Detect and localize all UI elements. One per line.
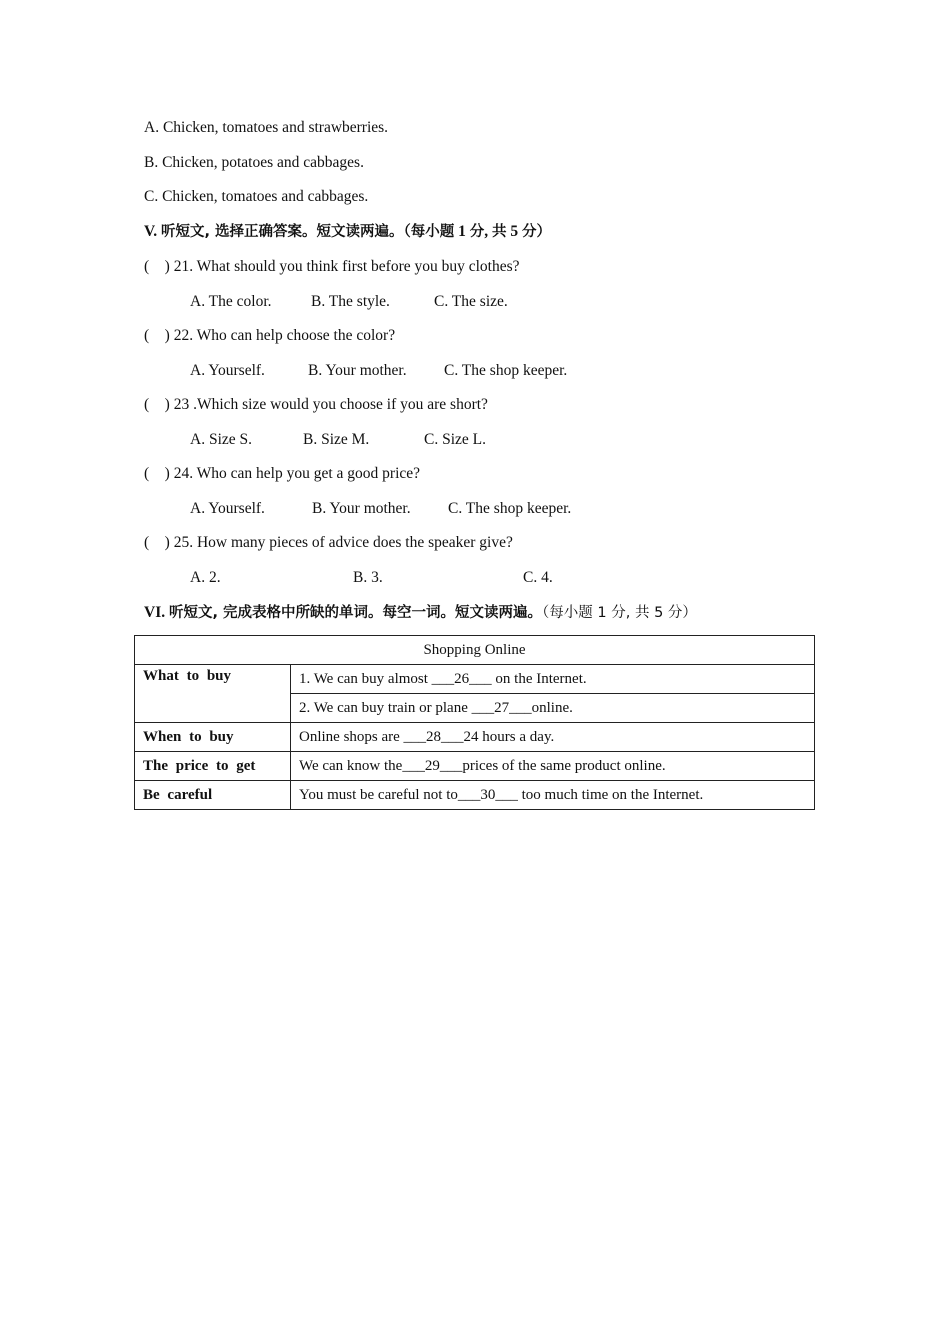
table-row [135, 665, 815, 694]
answer-option: A. Yourself. [190, 500, 265, 517]
row-label: What to buy [135, 665, 291, 723]
table-cell: 1. We can buy almost ___26___ on the Internet. [291, 665, 815, 694]
question-stem: ( ) 21. What should you think first before you buy clothes? [144, 258, 520, 275]
option-line: C. Chicken, tomatoes and cabbages. [144, 188, 369, 205]
answer-option: C. The shop keeper. [444, 362, 568, 379]
table-cell: You must be careful not to___30___ too much time on the Internet. [291, 781, 815, 810]
answer-option: A. 2. [190, 569, 221, 586]
answer-option: B. The style. [311, 293, 390, 310]
answer-option: B. Size M. [303, 431, 370, 448]
option-line: B. Chicken, potatoes and cabbages. [144, 154, 364, 171]
question-stem: ( ) 25. How many pieces of advice does the speaker give? [144, 534, 513, 551]
table-row [135, 752, 815, 781]
answer-option: B. Your mother. [308, 362, 407, 379]
table-row [135, 723, 815, 752]
question-stem: ( ) 24. Who can help you get a good price? [144, 465, 421, 482]
answer-option: A. Size S. [190, 431, 252, 448]
row-label: Be careful [135, 781, 291, 810]
option-line: A. Chicken, tomatoes and strawberries. [144, 119, 389, 136]
row-label: The price to get [135, 752, 291, 781]
table-cell: We can know the___29___prices of the same product online. [291, 752, 815, 781]
answer-option: C. The shop keeper. [448, 500, 572, 517]
answer-option: C. Size L. [424, 431, 486, 448]
answer-option: B. Your mother. [312, 500, 411, 517]
answer-option: C. 4. [523, 569, 553, 586]
answer-option: A. The color. [190, 293, 272, 310]
table-row [135, 636, 815, 665]
table-cell: Online shops are ___28___24 hours a day. [291, 723, 815, 752]
table-row [135, 781, 815, 810]
section-heading: V. 听短文, 选择正确答案。短文读两遍。（每小题 1 分, 共 5 分） [144, 223, 552, 240]
answer-option: B. 3. [353, 569, 383, 586]
question-stem: ( ) 23 .Which size would you choose if you are short? [144, 396, 488, 413]
shopping-online-table [134, 635, 815, 810]
table-title: Shopping Online [135, 636, 815, 665]
answer-option: C. The size. [434, 293, 508, 310]
answer-option: A. Yourself. [190, 362, 265, 379]
section-heading: VI. 听短文, 完成表格中所缺的单词。每空一词。短文读两遍。（每小题 1 分, 共 5 分） [144, 604, 697, 621]
row-label: When to buy [135, 723, 291, 752]
question-stem: ( ) 22. Who can help choose the color? [144, 327, 396, 344]
table-cell: 2. We can buy train or plane ___27___online. [291, 694, 815, 723]
